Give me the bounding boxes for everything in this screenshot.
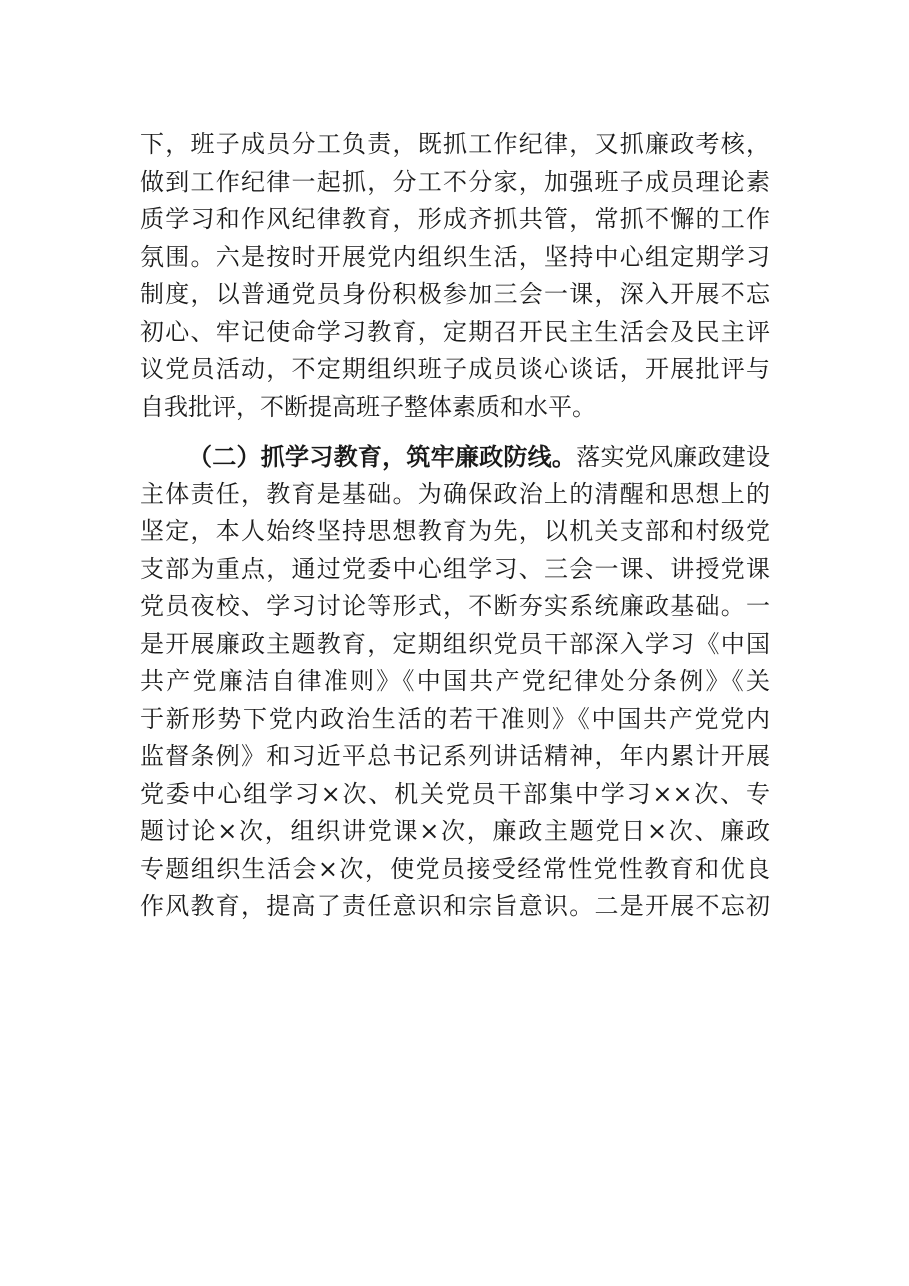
paragraph-1 xyxy=(140,126,770,426)
paragraph-2-first-line xyxy=(140,438,770,476)
text-line: 下，班子成员分工负责，既抓工作纪律，又抓廉政考核， xyxy=(140,130,770,158)
text-line: 题讨论×次，组织讲党课×次，廉政主题党日×次、廉政 xyxy=(140,817,770,845)
text-line: 做到工作纪律一起抓，分工不分家，加强班子成员理论素 xyxy=(140,167,770,196)
text-line: 坚定，本人始终坚持思想教育为先，以机关支部和村级党 xyxy=(140,517,770,545)
text-line: 党员夜校、学习讨论等形式，不断夯实系统廉政基础。一 xyxy=(140,592,770,620)
text-line: 监督条例》和习近平总书记系列讲话精神，年内累计开展 xyxy=(140,742,770,770)
text-span: 落实党风廉政建设 xyxy=(576,443,771,471)
document-page xyxy=(140,126,770,926)
text-line: 自我批评，不断提高班子整体素质和水平。 xyxy=(140,392,596,421)
text-line: 是开展廉政主题教育，定期组织党员干部深入学习《中国 xyxy=(140,629,770,658)
text-line: 作风教育，提高了责任意识和宗旨意识。二是开展不忘初 xyxy=(140,892,770,920)
section-heading: （二）抓学习教育，筑牢廉政防线。 xyxy=(188,442,577,471)
text-line: 专题组织生活会×次，使党员接受经常性党性教育和优良 xyxy=(140,854,770,883)
text-line: 议党员活动，不定期组织班子成员谈心谈话，开展批评与 xyxy=(140,355,770,383)
text-line: 初心、牢记使命学习教育，定期召开民主生活会及民主评 xyxy=(140,317,770,346)
text-line: 党委中心组学习×次、机关党员干部集中学习××次、专 xyxy=(140,779,770,808)
text-line: 制度，以普通党员身份积极参加三会一课，深入开展不忘 xyxy=(140,280,770,308)
text-line: 主体责任，教育是基础。为确保政治上的清醒和思想上的 xyxy=(140,479,770,508)
text-line: 氛围。六是按时开展党内组织生活，坚持中心组定期学习 xyxy=(140,242,770,271)
text-line: 共产党廉洁自律准则》《中国共产党纪律处分条例》《关 xyxy=(140,667,770,695)
text-line: 于新形势下党内政治生活的若干准则》《中国共产党党内 xyxy=(140,704,770,733)
text-line: 支部为重点，通过党委中心组学习、三会一课、讲授党课 xyxy=(140,554,770,583)
paragraph-2 xyxy=(140,438,770,926)
text-line: 质学习和作风纪律教育，形成齐抓共管，常抓不懈的工作 xyxy=(140,205,770,233)
